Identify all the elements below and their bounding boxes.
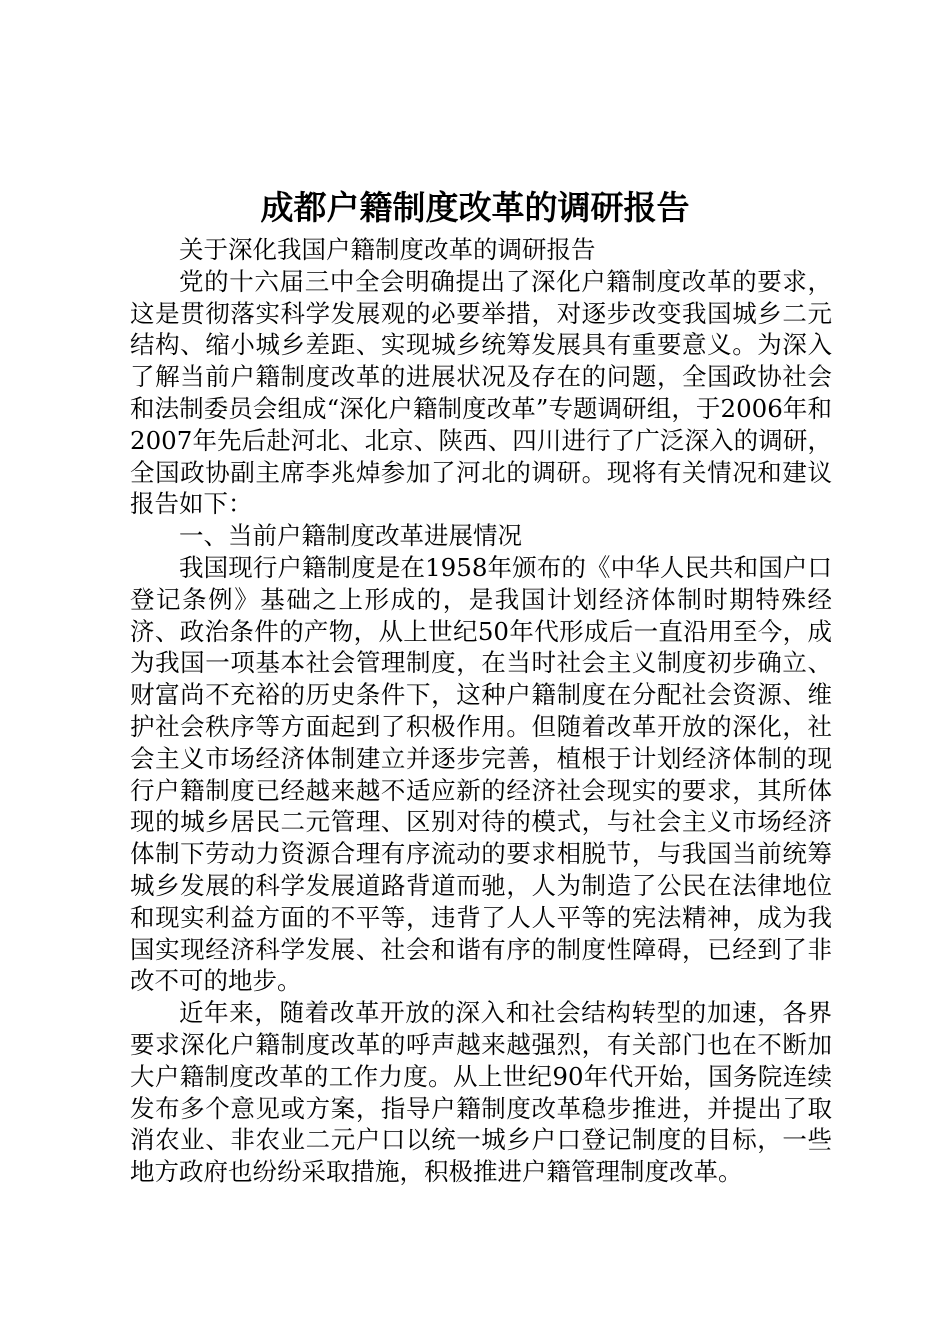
body-paragraph: 近年来，随着改革开放的深入和社会结构转型的加速，各界要求深化户籍制度改革的呼声越来越强烈，有关部门也在不断加大户籍制度改革的工作力度。从上世纪90年代开始，国务院连续发布多个意见或方案，指导户籍制度改革稳步推进，并提出了取消农业、非农业二元户口以统一城乡户口登记制度的目标，一些地方政府也纷纷采取措施，积极推进户籍管理制度改革。 <box>130 998 832 1187</box>
body-paragraph: 我国现行户籍制度是在1958年颁布的《中华人民共和国户口登记条例》基础之上形成的，是我国计划经济体制时期特殊经济、政治条件的产物，从上世纪50年代形成后一直沿用至今，成为我国一项基本社会管理制度，在当时社会主义制度初步确立、财富尚不充裕的历史条件下，这种户籍制度在分配社会资源、维护社会秩序等方面起到了积极作用。但随着改革开放的深化，社会主义市场经济体制建立并逐步完善，植根于计划经济体制的现行户籍制度已经越来越不适应新的经济社会现实的要求，其所体现的城乡居民二元管理、区别对待的模式，与社会主义市场经济体制下劳动力资源合理有序流动的要求相脱节，与我国当前统筹城乡发展的科学发展道路背道而驰，人为制造了公民在法律地位和现实利益方面的不平等，违背了人人平等的宪法精神，成为我国实现经济科学发展、社会和谐有序的制度性障碍，已经到了非改不可的地步。 <box>130 552 832 996</box>
document-body <box>130 234 832 1188</box>
subtitle-paragraph: 关于深化我国户籍制度改革的调研报告 <box>179 235 596 264</box>
section-heading: 一、当前户籍制度改革进展情况 <box>179 521 522 551</box>
intro-paragraph: 党的十六届三中全会明确提出了深化户籍制度改革的要求，这是贯彻落实科学发展观的必要举措，对逐步改变我国城乡二元结构、缩小城乡差距、实现城乡统筹发展具有重要意义。为深入了解当前户籍制度改革的进展状况及存在的问题，全国政协社会和法制委员会组成“深化户籍制度改革”专题调研组，于2006年和2007年先后赴河北、北京、陕西、四川进行了广泛深入的调研，全国政协副主席李兆焯参加了河北的调研。现将有关情况和建议报告如下： <box>130 266 832 519</box>
document-title: 成都户籍制度改革的调研报告 <box>260 188 690 227</box>
